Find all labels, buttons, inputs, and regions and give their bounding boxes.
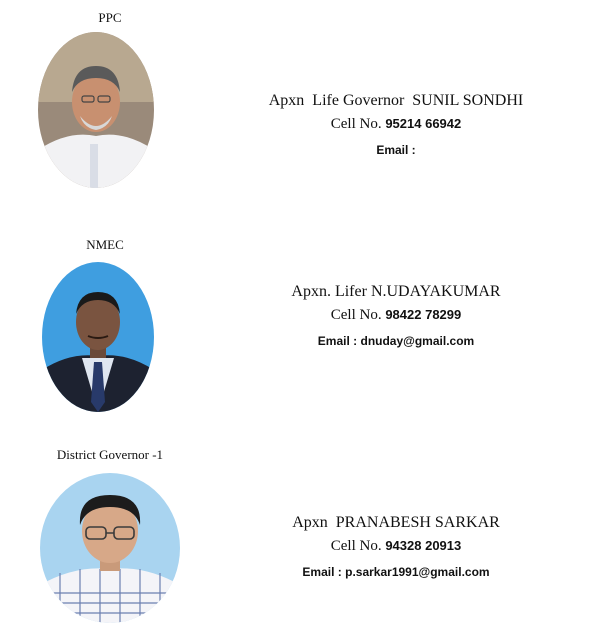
role-label: District Governor -1 (56, 447, 164, 462)
cell-number: 95214 66942 (385, 116, 462, 131)
email-line (246, 334, 546, 348)
member-name: Apxn PRANABESH SARKAR (292, 514, 500, 531)
cell-number-line (246, 538, 546, 555)
cell-number: 98422 78299 (385, 307, 462, 322)
email-label: Email : (317, 334, 358, 348)
member-info (246, 283, 546, 348)
cell-label: Cell No. (330, 538, 382, 554)
member-name: Apxn Life Governor SUNIL SONDHI (268, 92, 524, 109)
cell-number-line (246, 116, 546, 133)
email-line (246, 143, 546, 157)
role-label: NMEC (86, 237, 124, 252)
email-line (246, 565, 546, 579)
portrait-photo (42, 262, 154, 412)
cell-label: Cell No. (330, 307, 382, 323)
member-info (246, 514, 546, 579)
portrait-photo (40, 473, 180, 623)
portrait-photo (38, 32, 154, 188)
cell-label: Cell No. (330, 116, 382, 132)
email-label: Email : (302, 565, 342, 579)
member-name: Apxn. Lifer N.UDAYAKUMAR (291, 283, 501, 300)
email-address[interactable]: dnuday@gmail.com (360, 334, 475, 348)
role-label: PPC (98, 10, 122, 25)
member-info (246, 92, 546, 157)
email-label: Email : (376, 143, 416, 157)
cell-number: 94328 20913 (385, 538, 462, 553)
email-address[interactable]: p.sarkar1991@gmail.com (345, 565, 490, 579)
cell-number-line (246, 307, 546, 324)
